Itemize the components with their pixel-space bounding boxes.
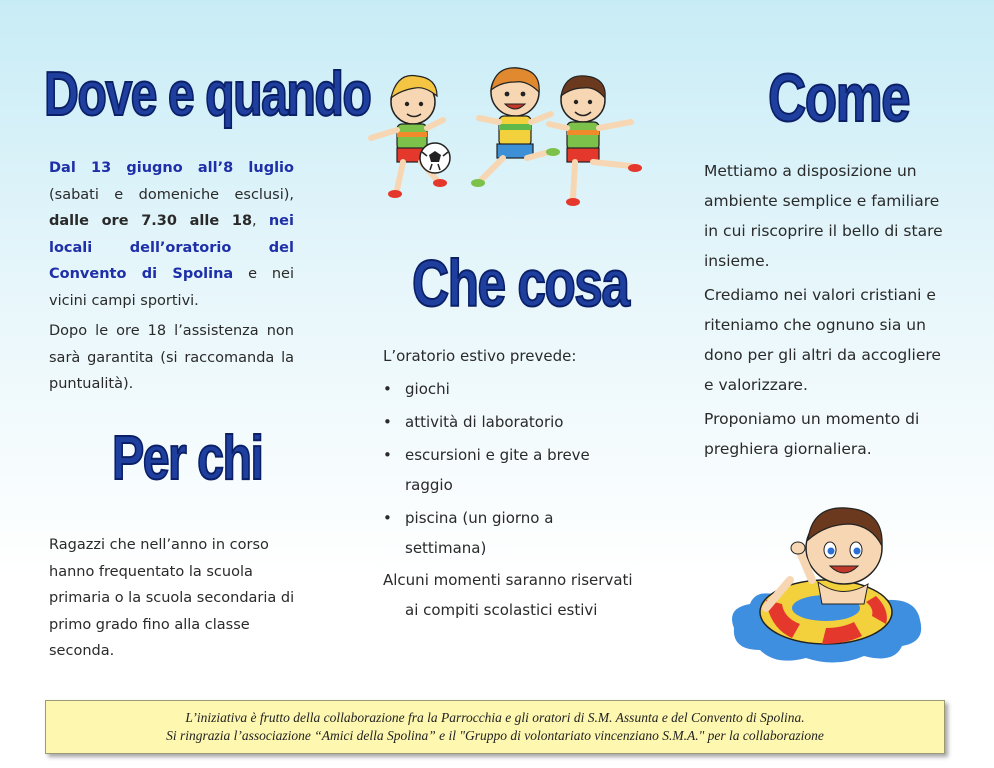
dove-quando-section xyxy=(49,155,294,398)
activities-list xyxy=(383,374,633,563)
boy-icon xyxy=(766,508,882,608)
separator-text: , xyxy=(252,213,269,229)
per-chi-text: Ragazzi che nell’anno in corso hanno frequentato la scuola primaria o la scuola secondaria di primo grado fino alla classe seconda. xyxy=(49,537,295,659)
heading-per-chi: Per chi xyxy=(112,424,263,493)
list-item: • attività di laboratorio xyxy=(383,407,633,437)
boy-in-swim-ring-illustration xyxy=(726,500,926,670)
fields-text: e nei vicini campi sportivi. xyxy=(49,266,294,309)
list-item: • escursioni e gite a breve raggio xyxy=(383,440,633,500)
come-paragraph-3: Proponiamo un momento di preghiera giornaliera. xyxy=(704,410,920,458)
list-item: • piscina (un giorno a settimana) xyxy=(383,503,633,563)
che-cosa-closing: Alcuni momenti saranno riservati ai compiti scolastici estivi xyxy=(383,571,633,619)
kids-playing-soccer-illustration xyxy=(345,62,645,212)
child-middle-icon xyxy=(471,68,560,187)
list-item: • giochi xyxy=(383,374,633,404)
hours-text: dalle ore 7.30 alle 18 xyxy=(49,213,253,229)
che-cosa-intro: L’oratorio estivo prevede: xyxy=(383,347,577,365)
place-text: nei locali dell’oratorio del Convento di Spolina xyxy=(49,213,294,282)
heading-dove-e-quando: Dove e quando xyxy=(44,60,371,129)
come-paragraph-2: Crediamo nei valori cristiani e riteniamo che ognuno sia un dono per gli altri da accogliere e valorizzare. xyxy=(704,286,941,394)
soccer-ball-icon xyxy=(420,143,450,173)
heading-come: Come xyxy=(768,60,910,136)
excluded-days-text: (sabati e domeniche esclusi), xyxy=(49,186,294,203)
heading-che-cosa: Che cosa xyxy=(412,246,629,320)
child-left-icon xyxy=(371,75,447,198)
che-cosa-section xyxy=(383,341,633,625)
footer-line-2: Si ringrazia l’associazione “Amici della Spolina” e il "Gruppo di volontariato vincenziano S.M.A." per la collaborazione xyxy=(166,728,824,743)
footer-note xyxy=(45,700,945,754)
dates-text: Dal 13 giugno all’8 luglio xyxy=(49,160,294,176)
child-right-icon xyxy=(549,76,642,206)
per-chi-section xyxy=(49,532,299,665)
assistance-note: Dopo le ore 18 l’assistenza non sarà garantita (si raccomanda la puntualità). xyxy=(49,323,294,392)
come-paragraph-1: Mettiamo a disposizione un ambiente semplice e familiare in cui riscoprire il bello di stare insieme. xyxy=(704,162,943,270)
dove-quando-paragraph xyxy=(49,155,294,314)
come-section xyxy=(704,156,949,464)
footer-line-1: L’iniziativa è frutto della collaborazione fra la Parrocchia e gli oratori di S.M. Assunta e del Convento di Spolina. xyxy=(185,710,805,725)
